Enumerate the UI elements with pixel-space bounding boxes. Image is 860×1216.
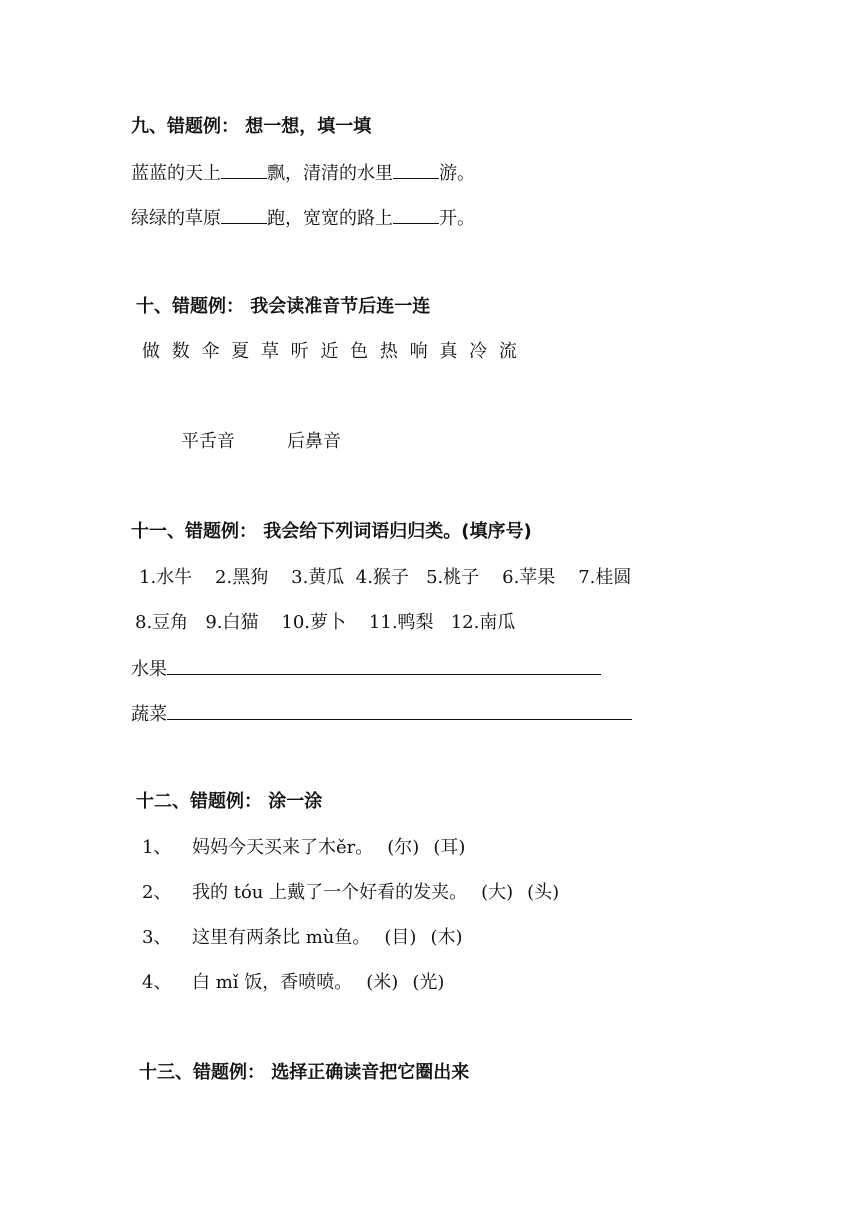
question-4 [142,971,444,995]
question-1 [142,836,465,860]
character[interactable]: 流 [498,341,517,362]
option-1[interactable]: (尔) [387,837,420,858]
word-list-row-2: 8.豆角 9.白猫 10.萝卜 11.鸭梨 12.南瓜 [135,612,516,633]
option-1[interactable]: (大) [481,882,514,903]
character[interactable]: 伞 [201,341,220,362]
section-10-title: 十、错题例： 我会读准音节后连一连 [136,296,431,317]
question-3 [142,926,462,950]
word-list-row-1: 1.水牛 2.黑狗 3.黄瓜 4.猴子 5.桃子 6.苹果 7.桂圆 [139,567,632,588]
question-text: 这里有两条比 mù鱼。 [192,927,371,948]
text: 游。 [439,163,475,184]
text: 蓝蓝的天上 [131,163,221,184]
option-2[interactable]: (头) [527,882,560,903]
character[interactable]: 数 [171,341,190,362]
character[interactable]: 色 [350,341,369,362]
fill-blank[interactable] [221,205,267,224]
section-13-title: 十三、错题例： 选择正确读音把它圈出来 [139,1062,470,1083]
category-flat-tongue[interactable]: 平舌音 [181,431,235,452]
option-1[interactable]: (米) [366,972,399,993]
text: 跑，宽宽的路上 [267,208,393,229]
fill-blank[interactable] [393,160,439,179]
character[interactable]: 真 [439,341,458,362]
section-9-line-1 [131,160,475,186]
character-list [142,340,523,364]
section-9-title: 九、错题例： 想一想，填一填 [131,116,372,137]
character[interactable]: 听 [290,341,309,362]
question-number: 4、 [142,972,172,993]
section-12-title: 十二、错题例： 涂一涂 [136,791,323,812]
question-text: 白 mǐ 饭，香喷喷。 [192,972,353,993]
character[interactable]: 夏 [231,341,250,362]
character[interactable]: 响 [409,341,428,362]
fruit-answer-blank[interactable] [167,656,601,675]
question-number: 1、 [142,837,172,858]
question-number: 2、 [142,882,172,903]
fill-blank[interactable] [221,160,267,179]
question-2 [142,881,559,905]
fill-blank[interactable] [393,205,439,224]
character[interactable]: 近 [320,341,339,362]
option-2[interactable]: (木) [430,927,463,948]
fruit-label: 水果 [131,659,167,680]
option-2[interactable]: (耳) [433,837,466,858]
text: 飘，清清的水里 [267,163,393,184]
fruit-answer-line [131,656,601,682]
character[interactable]: 热 [379,341,398,362]
character[interactable]: 草 [260,341,279,362]
question-number: 3、 [142,927,172,948]
question-text: 我的 tóu 上戴了一个好看的发夹。 [192,882,468,903]
character[interactable]: 做 [142,341,160,362]
category-back-nasal[interactable]: 后鼻音 [287,431,341,452]
question-text: 妈妈今天买来了木ěr。 [192,837,374,858]
character[interactable]: 冷 [469,341,488,362]
vegetable-answer-line [131,701,632,727]
text: 绿绿的草原 [131,208,221,229]
option-2[interactable]: (光) [412,972,445,993]
vegetable-label: 蔬菜 [131,704,167,725]
section-11-title: 十一、错题例： 我会给下列词语归归类。(填序号) [131,521,532,542]
section-9-line-2 [131,205,475,231]
text: 开。 [439,208,475,229]
vegetable-answer-blank[interactable] [167,701,632,720]
option-1[interactable]: (目) [384,927,417,948]
